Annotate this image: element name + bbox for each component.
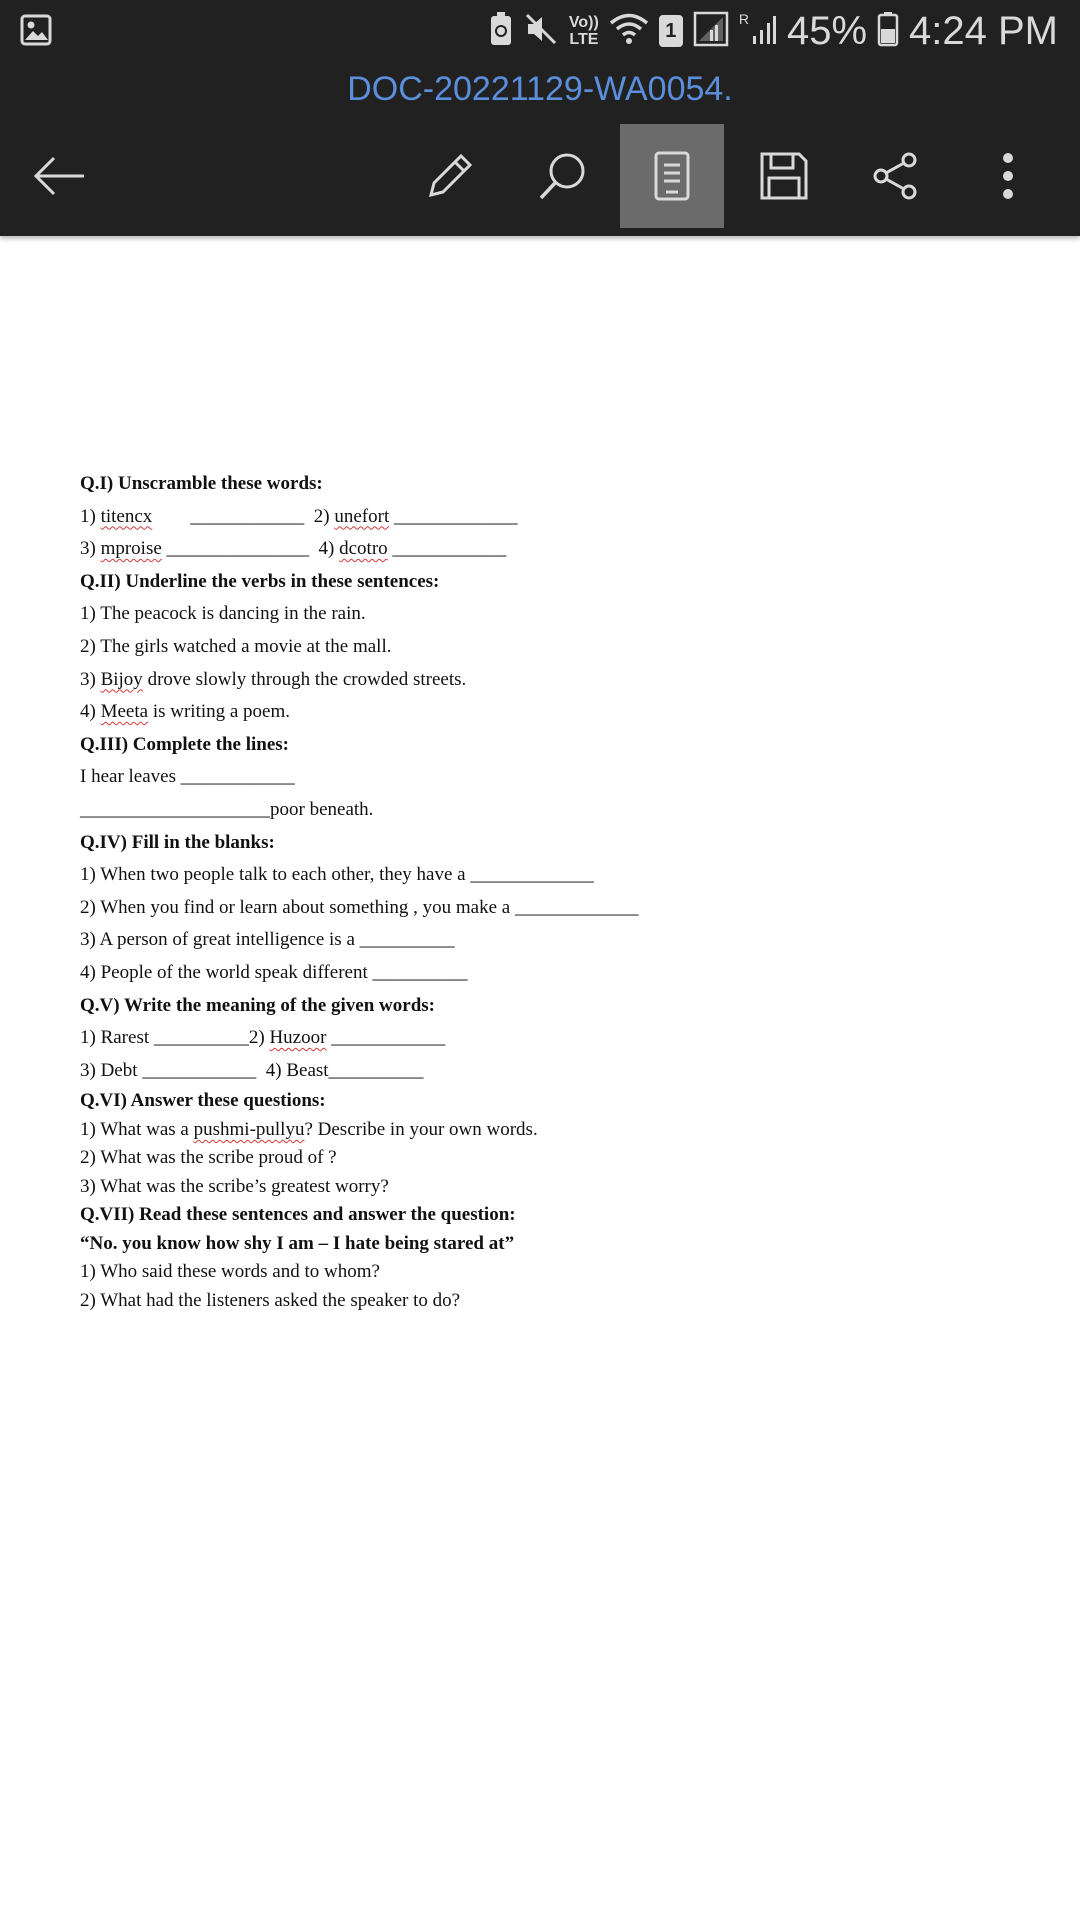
q2-sentence-1: 1) The peacock is dancing in the rain. xyxy=(80,603,366,625)
toolbar xyxy=(0,124,1080,236)
q5-heading: Q.V) Write the meaning of the given words: xyxy=(80,994,435,1016)
battery-saver-icon xyxy=(489,11,513,52)
reading-mode-button[interactable] xyxy=(620,124,724,228)
q6-question-1: 1) What was a pushmi-pullyu? Describe in your own words. xyxy=(80,1118,538,1140)
search-icon xyxy=(535,149,589,203)
q1-row-2: 3) mproise _______________ 4) dcotro ____________ xyxy=(80,538,507,560)
q7-question-1: 1) Who said these words and to whom? xyxy=(80,1261,380,1283)
q1-row-1: 1) titencx ____________ 2) unefort _____________ xyxy=(80,505,518,527)
q2-sentence-3: 3) Bijoy drove slowly through the crowded streets. xyxy=(80,668,467,690)
spellcheck-word: mproise xyxy=(100,538,162,560)
q5-row-2: 3) Debt ____________ 4) Beast__________ xyxy=(80,1059,424,1081)
title-bar xyxy=(0,62,1080,124)
q4-item-2: 2) When you find or learn about something , you make a _____________ xyxy=(80,896,639,918)
signal-sim2-icon xyxy=(751,12,777,51)
q2-heading: Q.II) Underline the verbs in these sentences: xyxy=(80,570,440,592)
search-button[interactable] xyxy=(510,124,614,228)
q3-heading: Q.III) Complete the lines: xyxy=(80,733,289,755)
back-arrow-icon xyxy=(32,154,88,198)
q4-item-4: 4) People of the world speak different __________ xyxy=(80,961,468,983)
share-icon xyxy=(871,151,921,201)
q4-item-3: 3) A person of great intelligence is a __________ xyxy=(80,929,455,951)
signal-sim1-icon xyxy=(693,11,729,52)
q7-quote: “No. you know how shy I am – I hate being stared at” xyxy=(80,1232,515,1254)
q3-line-1: I hear leaves ____________ xyxy=(80,766,295,788)
q2-sentence-4: 4) Meeta is writing a poem. xyxy=(80,701,291,723)
q7-question-2: 2) What had the listeners asked the speaker to do? xyxy=(80,1289,461,1311)
document-title: DOC-20221129-WA0054. xyxy=(347,70,733,108)
q6-heading: Q.VI) Answer these questions: xyxy=(80,1090,326,1112)
spellcheck-word: Huzoor xyxy=(269,1027,327,1049)
spellcheck-word: unefort xyxy=(334,505,390,527)
share-button[interactable] xyxy=(844,124,948,228)
q6-question-2: 2) What was the scribe proud of ? xyxy=(80,1147,337,1169)
battery-icon xyxy=(877,11,899,52)
status-bar xyxy=(0,0,1080,62)
image-icon xyxy=(20,14,52,51)
volte-indicator: Vo)) LTE xyxy=(568,14,599,48)
q4-item-1: 1) When two people talk to each other, they have a _____________ xyxy=(80,864,594,886)
more-options-button[interactable] xyxy=(956,124,1060,228)
edit-pencil-icon xyxy=(423,149,477,203)
q3-line-2: ____________________poor beneath. xyxy=(80,798,374,820)
spellcheck-word: Meeta xyxy=(100,701,149,723)
spellcheck-word: dcotro xyxy=(339,538,388,560)
spellcheck-word: pushmi-pullyu xyxy=(193,1118,305,1140)
q6-question-3: 3) What was the scribe’s greatest worry? xyxy=(80,1175,389,1197)
q1-heading: Q.I) Unscramble these words: xyxy=(80,473,323,494)
notification-badge: 1 xyxy=(659,15,683,47)
save-button[interactable] xyxy=(732,124,836,228)
roaming-indicator: R xyxy=(738,11,749,27)
document-page xyxy=(80,468,1000,1315)
reading-mode-icon xyxy=(652,150,692,202)
edit-button[interactable] xyxy=(398,124,502,228)
q4-heading: Q.IV) Fill in the blanks: xyxy=(80,831,275,853)
back-button[interactable] xyxy=(8,124,112,228)
q7-heading: Q.VII) Read these sentences and answer the question: xyxy=(80,1204,516,1226)
spellcheck-word: Bijoy xyxy=(100,668,143,690)
wifi-icon xyxy=(609,12,649,51)
q2-sentence-2: 2) The girls watched a movie at the mall. xyxy=(80,635,392,657)
clock: 4:24 PM xyxy=(909,8,1058,53)
battery-percent: 45% xyxy=(786,8,868,53)
q5-row-1: 1) Rarest __________2) Huzoor ____________ xyxy=(80,1027,446,1049)
more-options-icon xyxy=(1001,152,1015,200)
spellcheck-word: titencx xyxy=(100,505,153,527)
mute-icon xyxy=(523,11,559,52)
save-icon xyxy=(759,151,809,201)
